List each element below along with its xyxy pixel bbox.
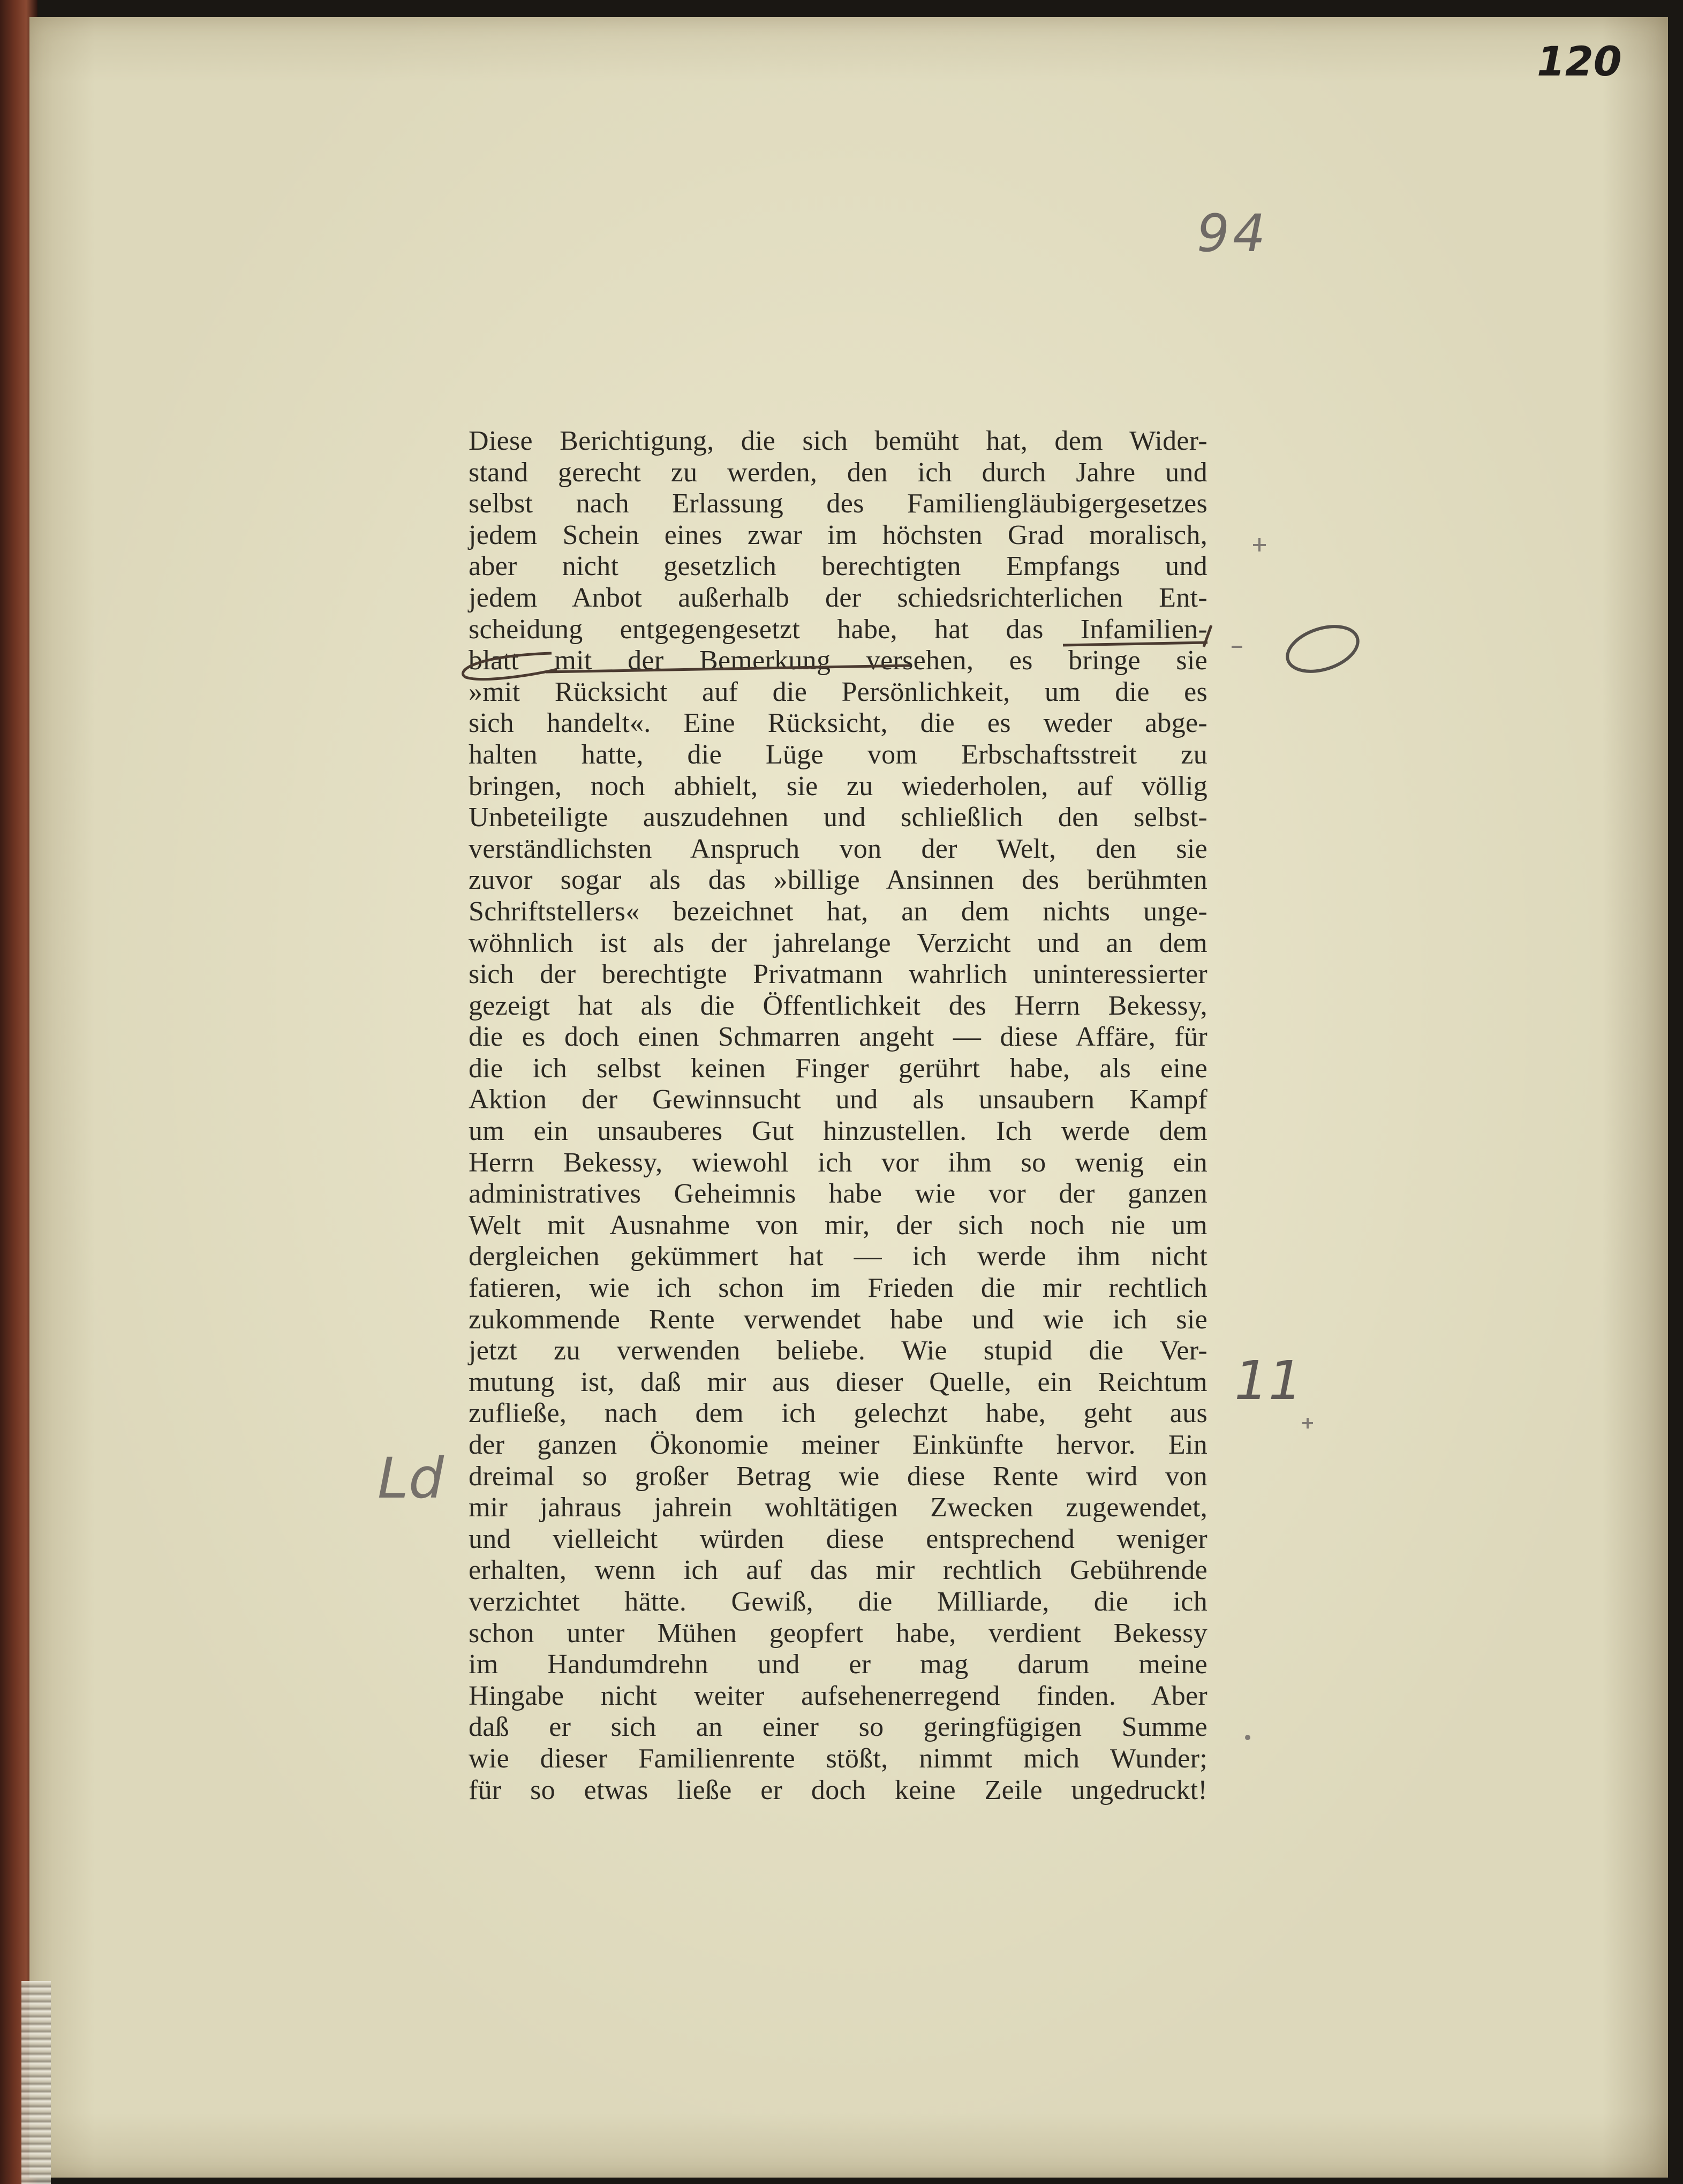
text-line: Diese Berichtigung, die sich bemüht hat, dem Wider- — [469, 426, 1207, 456]
text-line: jetzt zu verwenden beliebe. Wie stupid die Ver- — [469, 1335, 1207, 1366]
text-line: fatieren, wie ich schon im Frieden die mir rechtlich — [469, 1273, 1207, 1304]
folio-number: 120 — [1537, 37, 1622, 85]
text-line: Schriftstellers« bezeichnet hat, an dem nichts unge- — [469, 896, 1207, 927]
text-line: Welt mit Ausnahme von mir, der sich noch nie um — [469, 1210, 1207, 1241]
text-line: jedem Anbot außerhalb der schiedsrichterlichen Ent- — [469, 582, 1207, 613]
text-line: im Handumdrehn und er mag darum meine — [469, 1649, 1207, 1680]
text-line: blatt mit der Bemerkung versehen, es bringe sie — [469, 645, 1207, 676]
text-line: wie dieser Familienrente stößt, nimmt mich Wunder; — [469, 1743, 1207, 1774]
pencil-note-top: 94 — [1197, 203, 1269, 263]
text-line: erhalten, wenn ich auf das mir rechtlich Gebührende — [469, 1555, 1207, 1586]
text-line: gezeigt hat als die Öffentlichkeit des Herrn Bekessy, — [469, 990, 1207, 1021]
text-line: bringen, noch abhielt, sie zu wiederholen, auf völlig — [469, 770, 1207, 802]
text-line: Aktion der Gewinnsucht und als unsaubern Kampf — [469, 1084, 1207, 1115]
text-line: mutung ist, daß mir aus dieser Quelle, ein Reichtum — [469, 1366, 1207, 1397]
text-line: zuvor sogar als das »billige Ansinnen des berühmten — [469, 865, 1207, 896]
pencil-note-left-margin: Ld — [378, 1446, 444, 1511]
text-line: mir jahraus jahrein wohltätigen Zwecken zugewendet, — [469, 1492, 1207, 1523]
text-line: die ich selbst keinen Finger gerührt habe, als eine — [469, 1053, 1207, 1084]
text-line: und vielleicht würden diese entsprechend weniger — [469, 1523, 1207, 1554]
text-line: verständlichsten Anspruch von der Welt, den sie — [469, 833, 1207, 864]
pencil-note-right-margin: 11 — [1234, 1349, 1303, 1412]
text-line: dergleichen gekümmert hat — ich werde ihm nicht — [469, 1241, 1207, 1272]
spine-damage — [21, 1981, 51, 2184]
text-line: scheidung entgegengesetzt habe, hat das Infamilien- — [469, 614, 1207, 645]
text-line: Unbeteiligte auszudehnen und schließlich den selbst- — [469, 802, 1207, 833]
text-line: schon unter Mühen geopfert habe, verdient Bekessy — [469, 1618, 1207, 1649]
text-line: aber nicht gesetzlich berechtigten Empfangs und — [469, 551, 1207, 582]
text-line: verzichtet hätte. Gewiß, die Milliarde, die ich — [469, 1586, 1207, 1617]
text-line: der ganzen Ökonomie meiner Einkünfte hervor. Ein — [469, 1430, 1207, 1460]
text-line: dreimal so großer Betrag wie diese Rente wird von — [469, 1461, 1207, 1492]
text-line: zufließe, nach dem ich gelechzt habe, geht aus — [469, 1398, 1207, 1429]
text-line: wöhnlich ist als der jahrelange Verzicht und an dem — [469, 927, 1207, 958]
text-line: daß er sich an einer so geringfügigen Summe — [469, 1712, 1207, 1743]
text-line: die es doch einen Schmarren angeht — diese Affäre, für — [469, 1022, 1207, 1053]
text-line: zukommende Rente verwendet habe und wie ich sie — [469, 1304, 1207, 1335]
text-line: selbst nach Erlassung des Familiengläubigergesetzes — [469, 488, 1207, 519]
text-line: administratives Geheimnis habe wie vor der ganzen — [469, 1178, 1207, 1210]
text-line: Hingabe nicht weiter aufsehenerregend finden. Aber — [469, 1680, 1207, 1711]
text-line: stand gerecht zu werden, den ich durch Jahre und — [469, 457, 1207, 488]
text-line: sich der berechtigte Privatmann wahrlich uninteressierter — [469, 959, 1207, 990]
body-paragraph — [469, 426, 1207, 1806]
text-line: Herrn Bekessy, wiewohl ich vor ihm so wenig ein — [469, 1147, 1207, 1178]
text-line: sich handelt«. Eine Rücksicht, die es weder abge- — [469, 708, 1207, 739]
text-line: für so etwas ließe er doch keine Zeile ungedruckt! — [469, 1774, 1207, 1805]
text-line: halten hatte, die Lüge vom Erbschaftsstreit zu — [469, 739, 1207, 770]
text-line: »mit Rücksicht auf die Persönlichkeit, um die es — [469, 676, 1207, 707]
text-line: jedem Schein eines zwar im höchsten Grad moralisch, — [469, 519, 1207, 550]
text-line: um ein unsauberes Gut hinzustellen. Ich werde dem — [469, 1116, 1207, 1147]
